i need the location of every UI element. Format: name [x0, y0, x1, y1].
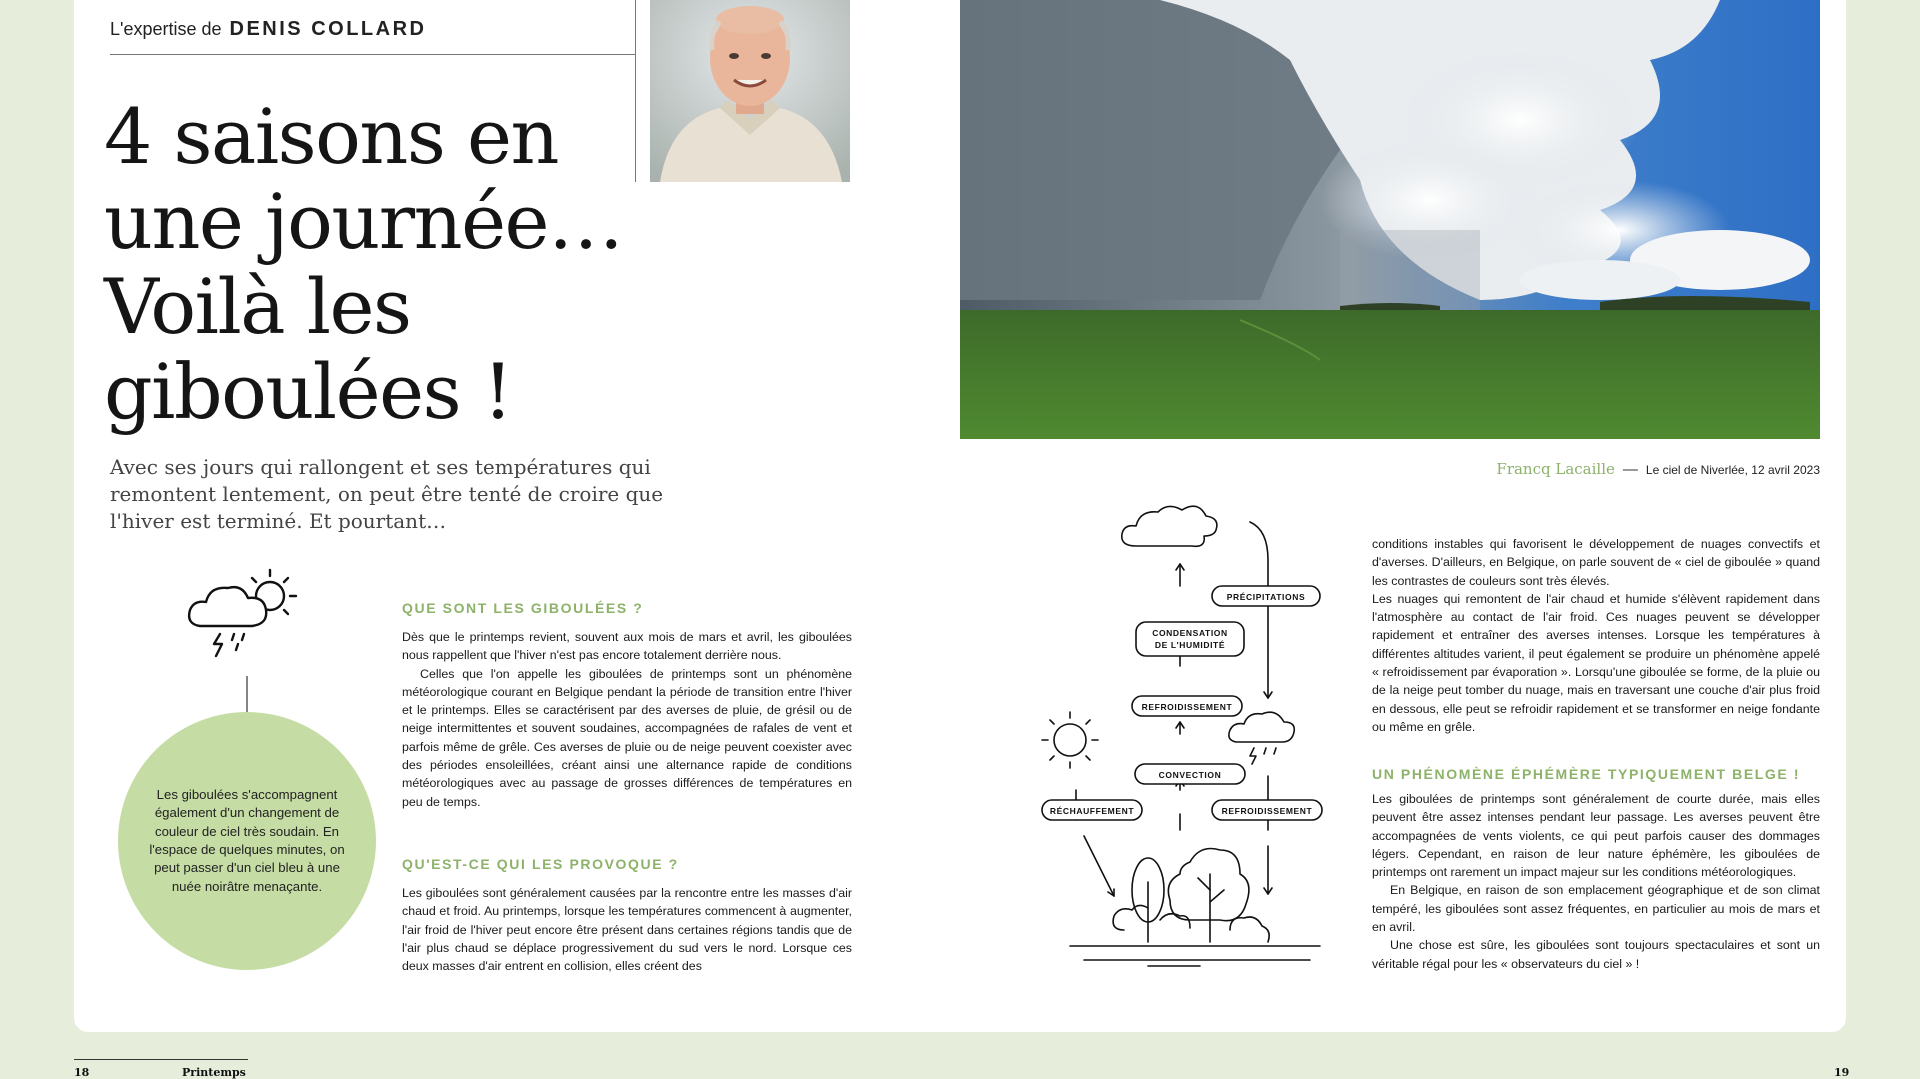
s1-paragraph-1: Dès que le printemps revient, souvent aux mois de mars et avril, les giboulées nous rappellent que l'hiver n'est pas encore totalement derrière nous. [402, 630, 852, 663]
section-body-2: Les giboulées sont généralement causées par la rencontre entre les masses d'air chaud et froid. Au printemps, lorsque les températures commencent à augmenter, l'air froid de l'hiver peut encore être présent dans certaines régions tandis que de l'air plus chaud se déplace progressivement du sud vers le nord. Lorsque ces deux masses d'air entrent en collision, elles créent des [402, 886, 852, 974]
shower-cloud-icon [186, 564, 306, 669]
label-condensation-1: CONDENSATION [1152, 628, 1228, 638]
credit-separator: — [1622, 461, 1638, 478]
header-rule [110, 54, 636, 55]
photographer-name: Francq Lacaille [1496, 460, 1615, 478]
page-number-right: 19 [1834, 1066, 1850, 1079]
article-lede: Avec ses jours qui rallongent et ses températures qui remontent lentement, on peut être tenté de croire que l'hiver est terminé. Et pourtant… [110, 455, 664, 533]
section-body-2-continued [1372, 535, 1820, 736]
label-convection: CONVECTION [1158, 770, 1222, 780]
running-section: Printemps [182, 1066, 246, 1079]
s3-paragraph-3: Une chose est sûre, les giboulées sont toujours spectaculaires et sont un véritable régal pour les « observateurs du ciel » ! [1372, 938, 1820, 971]
label-rechauffement: RÉCHAUFFEMENT [1049, 806, 1135, 816]
title-line-1: 4 saisons en [104, 92, 558, 181]
diagram-cloud-icon [1122, 506, 1217, 546]
author-name: DENIS COLLARD [229, 18, 427, 40]
s1-paragraph-2: Celles que l'on appelle les giboulées de printemps sont un phénomène météorologique courant en Belgique pendant la période de transition entre l'hiver et le printemps. Elles se caractérisent par des averses de pluie, de grésil ou de neige intermittentes et souvent soudaines, accompagnées de rafales de vent et parfois même de grêle. Ces averses de pluie ou de neige peuvent coexister avec des périodes ensoleillées, créant ainsi une alternance rapide de conditions météorologiques avec au passage de grosses différences de températures en peu de temps. [402, 666, 852, 809]
expertise-label [110, 18, 426, 41]
s3-paragraph-2: En Belgique, en raison de son emplacement géographique et de son climat tempéré, les giboulées sont assez fréquentes, en particulier au mois de mars et en avril. [1372, 883, 1820, 935]
s3-paragraph-1: Les giboulées de printemps sont généralement de courte durée, mais elles peuvent être assez intenses pendant leur passage. Les averses peuvent être accompagnées de vents violents, ce qui peut parfois causer des dommages légers. Cependant, en raison de leur nature éphémère, les giboulées de printemps ont rarement un impact majeur sur les conditions météorologiques. [1372, 792, 1820, 880]
label-refroidissement-right: REFROIDISSEMENT [1221, 806, 1313, 816]
s2-continuation: conditions instables qui favorisent le développement de nuages convectifs et d'averses. D'ailleurs, en Belgique, on parle souvent de « ciel de giboulée » quand les contrastes de couleurs sont très élevés. [1372, 537, 1820, 588]
expertise-prefix: L'expertise de [110, 19, 222, 39]
section-heading-2: QU'EST-CE QUI LES PROVOQUE ? [402, 856, 679, 872]
page-number-left: 18 [74, 1066, 90, 1079]
section-heading-1: QUE SONT LES GIBOULÉES ? [402, 600, 644, 616]
label-refroidissement-mid: REFROIDISSEMENT [1141, 702, 1233, 712]
section-body-1 [402, 628, 852, 811]
photo-caption: Le ciel de Niverlée, 12 avril 2023 [1645, 463, 1820, 477]
s2-paragraph-2: Les nuages qui remontent de l'air chaud et humide s'élèvent rapidement dans l'atmosphère au contact de l'air froid. Ces nuages peuvent se développer rapidement et entraîner des averses intenses. Lorsque les températures à différentes altitudes varient, il peut également se produire un phénomène appelé « refroidissement par évaporation ». Lorsqu'une giboulée se forme, de la pluie ou de la neige peut tomber du nuage, mais en traversant une couche d'air plus froid en dessous, elle peut se refroidir rapidement et se transformer en neige fondante ou même en grêle. [1372, 591, 1820, 734]
label-condensation-2: DE L'HUMIDITÉ [1154, 640, 1226, 650]
convection-diagram [1040, 490, 1340, 985]
title-line-4: giboulées ! [104, 347, 512, 436]
title-line-2: une journée… [104, 177, 623, 266]
title-line-3: Voilà les [104, 262, 411, 351]
section-heading-3: UN PHÉNOMÈNE ÉPHÉMÈRE TYPIQUEMENT BELGE ! [1372, 766, 1801, 782]
callout-text: Les giboulées s'accompagnent également d'un changement de couleur de ciel très soudain. En l'espace de quelques minutes, on peut passer d'un ciel bleu à une nuée noirâtre menaçante. [149, 787, 345, 894]
photo-credit [960, 460, 1820, 479]
callout-circle [118, 712, 376, 970]
section-body-3 [1372, 790, 1820, 973]
article-title [104, 94, 664, 434]
sky-photo [960, 0, 1820, 439]
label-precipitations: PRÉCIPITATIONS [1226, 592, 1306, 602]
author-portrait [650, 0, 850, 182]
footer-rule [74, 1059, 248, 1060]
